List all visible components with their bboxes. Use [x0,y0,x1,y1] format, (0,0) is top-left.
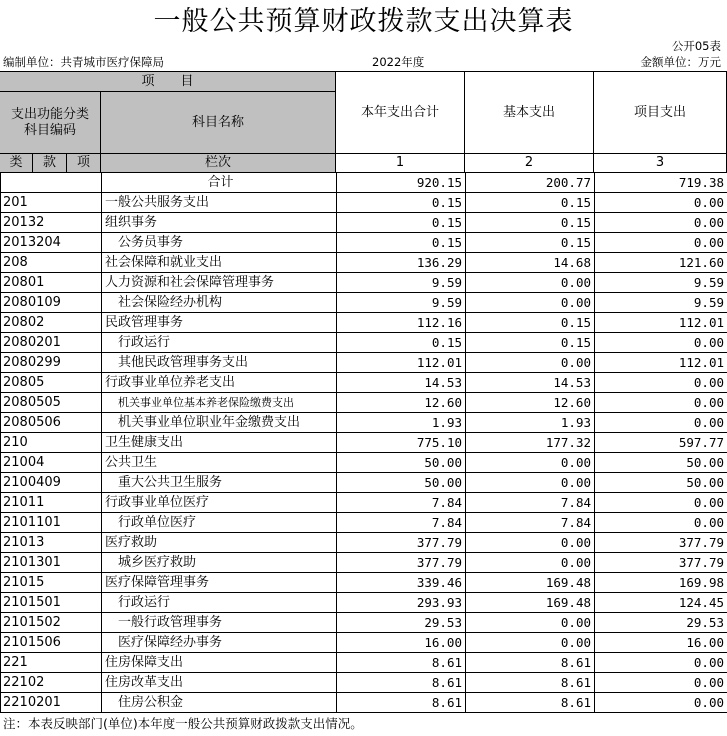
header-column-index: 栏次 [101,154,336,173]
subject-code: 22102 [1,673,102,693]
row-project: 0.00 [595,233,727,253]
row-project: 9.59 [595,293,727,313]
subject-name: 机关事业单位职业年金缴费支出 [102,413,337,433]
row-total: 9.59 [337,293,466,313]
row-total: 377.79 [337,533,466,553]
row-total: 9.59 [337,273,466,293]
row-project: 0.00 [595,513,727,533]
row-total: 14.53 [337,373,466,393]
header-project-column: 项目支出 [594,72,727,154]
header-total-column: 本年支出合计 [336,72,465,154]
row-project: 377.79 [595,533,727,553]
row-project: 112.01 [595,313,727,333]
row-basic: 1.93 [466,413,595,433]
table-body [0,173,727,713]
row-total: 50.00 [337,453,466,473]
table-row [1,373,727,393]
table-row [1,233,727,253]
table-row [1,693,727,713]
subject-name: 公共卫生 [102,453,337,473]
row-project: 0.00 [595,393,727,413]
table-row [1,673,727,693]
row-project: 124.45 [595,593,727,613]
total-project: 719.38 [595,173,727,193]
subject-name: 医疗保障管理事务 [102,573,337,593]
expenditure-table [0,71,727,713]
row-total: 377.79 [337,553,466,573]
subject-code: 2080201 [1,333,102,353]
subject-code: 2013204 [1,233,102,253]
subject-code: 2080299 [1,353,102,373]
row-basic: 7.84 [466,493,595,513]
header-xiang: 项 [67,154,101,173]
row-basic: 12.60 [466,393,595,413]
row-basic: 0.15 [466,333,595,353]
table-row [1,413,727,433]
table-row [1,633,727,653]
row-total: 293.93 [337,593,466,613]
subject-code: 21015 [1,573,102,593]
row-basic: 177.32 [466,433,595,453]
total-amount: 920.15 [337,173,466,193]
row-project: 0.00 [595,653,727,673]
table-row [1,493,727,513]
table-row [1,293,727,313]
row-project: 0.00 [595,673,727,693]
compiling-unit: 编制单位：共青城市医疗保障局 [3,55,164,69]
subject-name: 卫生健康支出 [102,433,337,453]
row-total: 50.00 [337,473,466,493]
row-basic: 0.15 [466,313,595,333]
subject-name: 行政事业单位养老支出 [102,373,337,393]
subject-code: 21013 [1,533,102,553]
subject-code: 221 [1,653,102,673]
row-project: 0.00 [595,373,727,393]
header-subject-name: 科目名称 [101,92,336,154]
row-basic: 14.53 [466,373,595,393]
row-project: 121.60 [595,253,727,273]
header-basic-column: 基本支出 [465,72,594,154]
row-basic: 8.61 [466,673,595,693]
table-row [1,333,727,353]
subject-name: 一般公共服务支出 [102,193,337,213]
table-row [1,353,727,373]
subject-name: 住房公积金 [102,693,337,713]
row-basic: 0.00 [466,453,595,473]
table-row [1,453,727,473]
subject-name: 公务员事务 [102,233,337,253]
subject-name: 行政事业单位医疗 [102,493,337,513]
row-basic: 0.00 [466,613,595,633]
subject-code: 2101502 [1,613,102,633]
table-row [1,573,727,593]
subject-code: 2101501 [1,593,102,613]
row-total: 7.84 [337,513,466,533]
subject-code: 21011 [1,493,102,513]
subject-name: 住房保障支出 [102,653,337,673]
row-project: 169.98 [595,573,727,593]
row-total: 0.15 [337,213,466,233]
row-total: 112.16 [337,313,466,333]
row-basic: 0.00 [466,533,595,553]
header-item: 项 目 [0,72,336,92]
subject-name: 行政运行 [102,593,337,613]
column-number-2: 2 [465,154,594,173]
row-basic: 8.61 [466,653,595,673]
table-row [1,433,727,453]
page-title: 一般公共预算财政拨款支出决算表 [153,6,574,37]
row-basic: 0.15 [466,233,595,253]
row-project: 112.01 [595,353,727,373]
table-row [1,473,727,493]
subject-code: 20801 [1,273,102,293]
row-basic: 169.48 [466,573,595,593]
column-number-1: 1 [336,154,465,173]
row-project: 0.00 [595,493,727,513]
subject-name: 民政管理事务 [102,313,337,333]
row-project: 9.59 [595,273,727,293]
subject-name: 社会保障和就业支出 [102,253,337,273]
subject-code: 20805 [1,373,102,393]
subject-name: 一般行政管理事务 [102,613,337,633]
header-kuan: 款 [33,154,67,173]
row-project: 50.00 [595,453,727,473]
row-total: 1.93 [337,413,466,433]
row-basic: 0.00 [466,273,595,293]
subject-name: 其他民政管理事务支出 [102,353,337,373]
total-label: 合计 [102,173,337,193]
total-code-cell [1,173,102,193]
row-total: 8.61 [337,673,466,693]
subject-code: 210 [1,433,102,453]
row-total: 16.00 [337,633,466,653]
subject-code: 21004 [1,453,102,473]
table-row [1,393,727,413]
row-basic: 0.00 [466,633,595,653]
table-row [1,593,727,613]
row-total: 136.29 [337,253,466,273]
table-row [1,513,727,533]
subject-code: 2080506 [1,413,102,433]
subject-name: 行政运行 [102,333,337,353]
subject-code: 2210201 [1,693,102,713]
subject-code: 2101506 [1,633,102,653]
table-row [1,253,727,273]
subject-code: 20802 [1,313,102,333]
table-row [1,313,727,333]
subject-name: 行政单位医疗 [102,513,337,533]
row-basic: 0.00 [466,553,595,573]
subject-name: 社会保险经办机构 [102,293,337,313]
form-number: 公开05表 [671,39,721,53]
row-total: 8.61 [337,653,466,673]
row-basic: 169.48 [466,593,595,613]
row-project: 50.00 [595,473,727,493]
header-func-code: 支出功能分类 科目编码 [0,92,101,154]
row-project: 0.00 [595,413,727,433]
column-number-3: 3 [594,154,727,173]
subject-code: 20132 [1,213,102,233]
table-row [1,533,727,553]
header-lei: 类 [0,154,33,173]
row-basic: 8.61 [466,693,595,713]
row-basic: 0.15 [466,193,595,213]
subject-code: 2080109 [1,293,102,313]
table-row [1,653,727,673]
row-basic: 0.15 [466,213,595,233]
row-total: 0.15 [337,233,466,253]
subject-code: 2101301 [1,553,102,573]
subject-name: 医疗保障经办事务 [102,633,337,653]
table-header [0,71,727,173]
row-project: 0.00 [595,693,727,713]
row-total: 29.53 [337,613,466,633]
subject-name: 重大公共卫生服务 [102,473,337,493]
row-basic: 14.68 [466,253,595,273]
row-project: 16.00 [595,633,727,653]
subject-code: 2080505 [1,393,102,413]
table-row [1,193,727,213]
subject-name: 组织事务 [102,213,337,233]
row-project: 29.53 [595,613,727,633]
row-total: 112.01 [337,353,466,373]
row-total: 0.15 [337,333,466,353]
row-project: 377.79 [595,553,727,573]
row-total: 0.15 [337,193,466,213]
row-project: 0.00 [595,213,727,233]
row-basic: 0.00 [466,293,595,313]
subject-name: 医疗救助 [102,533,337,553]
row-project: 0.00 [595,193,727,213]
subject-name: 住房改革支出 [102,673,337,693]
row-basic: 7.84 [466,513,595,533]
total-basic: 200.77 [466,173,595,193]
row-total: 7.84 [337,493,466,513]
row-total: 339.46 [337,573,466,593]
table-row [1,613,727,633]
row-project: 597.77 [595,433,727,453]
subject-code: 201 [1,193,102,213]
table-row [1,213,727,233]
subject-name: 人力资源和社会保障管理事务 [102,273,337,293]
amount-unit: 金额单位：万元 [640,55,721,69]
subject-code: 2101101 [1,513,102,533]
subject-name: 机关事业单位基本养老保险缴费支出 [102,393,337,413]
row-project: 0.00 [595,333,727,353]
subject-code: 2100409 [1,473,102,493]
subject-code: 208 [1,253,102,273]
total-row [1,173,727,193]
row-total: 8.61 [337,693,466,713]
table-row [1,553,727,573]
subject-name: 城乡医疗救助 [102,553,337,573]
row-total: 775.10 [337,433,466,453]
row-basic: 0.00 [466,473,595,493]
fiscal-year: 2022年度 [372,55,425,69]
row-total: 12.60 [337,393,466,413]
row-basic: 0.00 [466,353,595,373]
table-row [1,273,727,293]
table-note: 注：本表反映部门(单位)本年度一般公共预算财政拨款支出情况。 [3,716,363,731]
